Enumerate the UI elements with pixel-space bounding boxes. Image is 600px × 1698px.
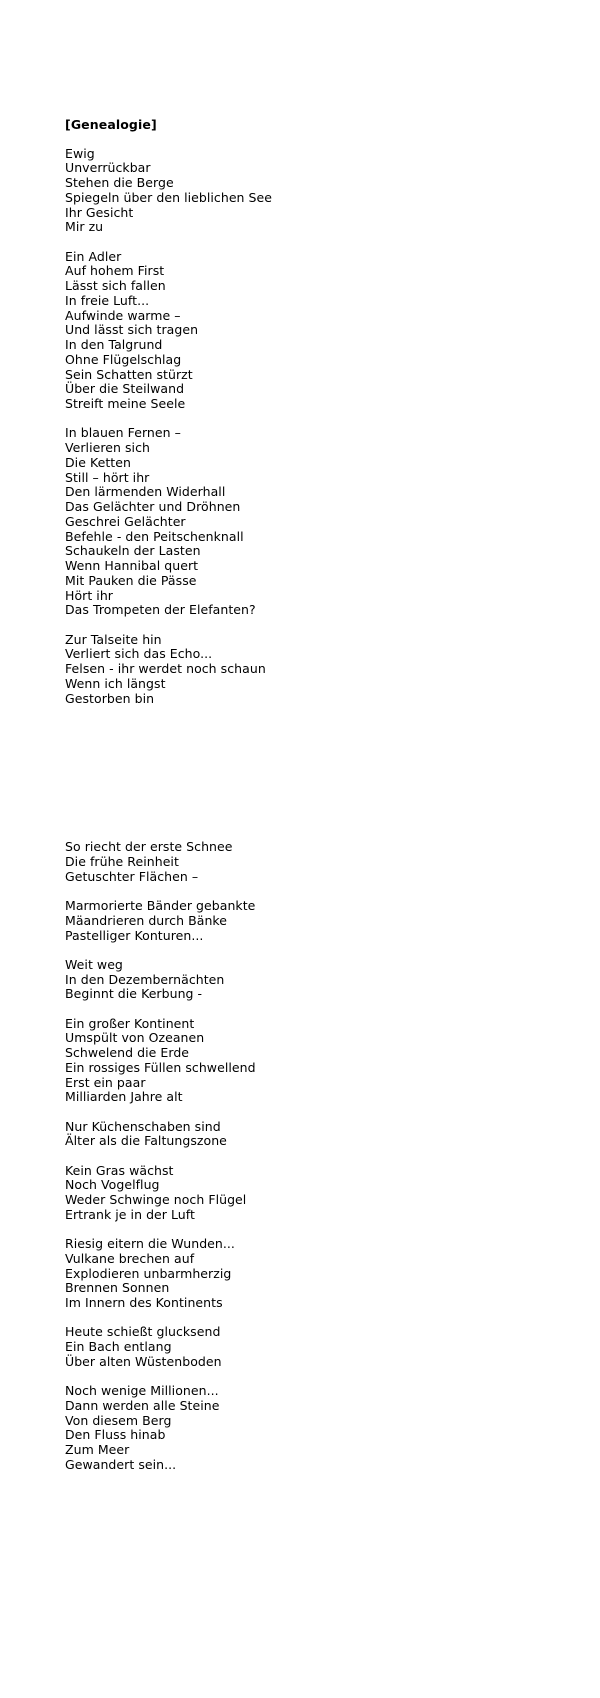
poem-stanza [65, 899, 545, 943]
poem-line: Mit Pauken die Pässe [65, 572, 197, 588]
poem-line: In den Talgrund [65, 337, 163, 353]
poem-line: Auf hohem First [65, 263, 165, 279]
poem-line: Den Fluss hinab [65, 1427, 166, 1443]
poem-stanza [65, 1120, 545, 1150]
poem-line: Aufwinde warme – [65, 307, 181, 323]
poem-line: Ein Adler [65, 248, 122, 264]
poem-section [65, 840, 545, 1472]
poem-line: Das Trompeten der Elefanten? [65, 602, 256, 618]
poem-line: Schwelend die Erde [65, 1045, 190, 1061]
poem-stanza [65, 1237, 545, 1311]
poem-stanza [65, 958, 545, 1002]
poem-line: Nur Küchenschaben sind [65, 1118, 221, 1134]
poem-line: Hört ihr [65, 587, 113, 603]
poem-line: Gestorben bin [65, 690, 155, 706]
poem-stanza [65, 1164, 545, 1223]
poem-line: Kein Gras wächst [65, 1162, 174, 1178]
poem-line: Mir zu [65, 219, 104, 235]
poem-section [65, 147, 545, 707]
poem-stanza [65, 1325, 545, 1369]
poem-line: Von diesem Berg [65, 1412, 172, 1428]
poem-line: Schaukeln der Lasten [65, 543, 201, 559]
poem-line: So riecht der erste Schnee [65, 839, 233, 855]
poem-line: Älter als die Faltungszone [65, 1133, 227, 1149]
poem-line: Beginnt die Kerbung - [65, 986, 203, 1002]
poem-line: Verlieren sich [65, 440, 150, 456]
poem-line: Still – hört ihr [65, 469, 150, 485]
poem-line: Ewig [65, 145, 95, 161]
poem-line: Das Gelächter und Dröhnen [65, 499, 241, 515]
poem-stanza [65, 1384, 545, 1473]
poem-line: Wenn ich längst [65, 675, 166, 691]
poem-line: Getuschter Flächen – [65, 868, 199, 884]
poem-line: Zum Meer [65, 1442, 130, 1458]
poem-stanza [65, 426, 545, 618]
poem-line: Die frühe Reinheit [65, 854, 179, 870]
poem-line: In freie Luft... [65, 292, 150, 308]
poem-stanza [65, 633, 545, 707]
poem-line: Pastelliger Konturen... [65, 927, 204, 943]
poem-line: Gewandert sein... [65, 1456, 177, 1472]
poem-line: Noch wenige Millionen... [65, 1383, 219, 1399]
poem-line: Streift meine Seele [65, 396, 186, 412]
poem-line: Den lärmenden Widerhall [65, 484, 226, 500]
poem-line: Und lässt sich tragen [65, 322, 199, 338]
poem-line: Geschrei Gelächter [65, 513, 186, 529]
poem-line: Brennen Sonnen [65, 1280, 170, 1296]
poem-line: Im Innern des Kontinents [65, 1295, 223, 1311]
poem-stanza [65, 1017, 545, 1106]
poem-line: Verliert sich das Echo... [65, 646, 213, 662]
poem-line: Marmorierte Bänder gebankte [65, 898, 256, 914]
poem-line: In den Dezembernächten [65, 971, 225, 987]
poem-line: Ein Bach entlang [65, 1339, 172, 1355]
poem-line: Über die Steilwand [65, 381, 185, 397]
poem-line: Noch Vogelflug [65, 1177, 160, 1193]
poem-line: In blauen Fernen – [65, 425, 181, 441]
poem-line: Wenn Hannibal quert [65, 558, 199, 574]
poem-line: Riesig eitern die Wunden... [65, 1236, 235, 1252]
poem-line: Vulkane brechen auf [65, 1250, 195, 1266]
poem-line: Zur Talseite hin [65, 631, 162, 647]
poem-line: Spiegeln über den lieblichen See [65, 189, 273, 205]
poem-line: Erst ein paar [65, 1074, 146, 1090]
poem-line: Unverrückbar [65, 160, 151, 176]
poem-sections [65, 147, 545, 1473]
poem-line: Heute schießt glucksend [65, 1324, 221, 1340]
poem-line: Die Ketten [65, 454, 131, 470]
poem-line: Ein rossiges Füllen schwellend [65, 1059, 256, 1075]
poem-line: Dann werden alle Steine [65, 1397, 220, 1413]
document-text-body [65, 118, 545, 1473]
poem-line: Über alten Wüstenboden [65, 1353, 222, 1369]
poem-line: Ertrank je in der Luft [65, 1206, 195, 1222]
poem-line: Stehen die Berge [65, 175, 174, 191]
poem-stanza [65, 147, 545, 236]
poem-line: Explodieren unbarmherzig [65, 1265, 232, 1281]
poem-line: Umspült von Ozeanen [65, 1030, 205, 1046]
poem-stanza [65, 840, 545, 884]
poem-stanza [65, 250, 545, 412]
poem-line: Ohne Flügelschlag [65, 351, 182, 367]
poem-line: Milliarden Jahre alt [65, 1089, 183, 1105]
page-title: [Genealogie] [65, 117, 157, 132]
poem-line: Weit weg [65, 956, 123, 972]
poem-line: Befehle - den Peitschenknall [65, 528, 244, 544]
poem-line: Felsen - ihr werdet noch schaun [65, 661, 266, 677]
poem-line: Weder Schwinge noch Flügel [65, 1192, 247, 1208]
poem-line: Mäandrieren durch Bänke [65, 912, 227, 928]
poem-line: Ihr Gesicht [65, 204, 134, 220]
section-spacer [65, 706, 545, 840]
poem-line: Lässt sich fallen [65, 278, 166, 294]
poem-line: Sein Schatten stürzt [65, 366, 193, 382]
poem-line: Ein großer Kontinent [65, 1015, 195, 1031]
